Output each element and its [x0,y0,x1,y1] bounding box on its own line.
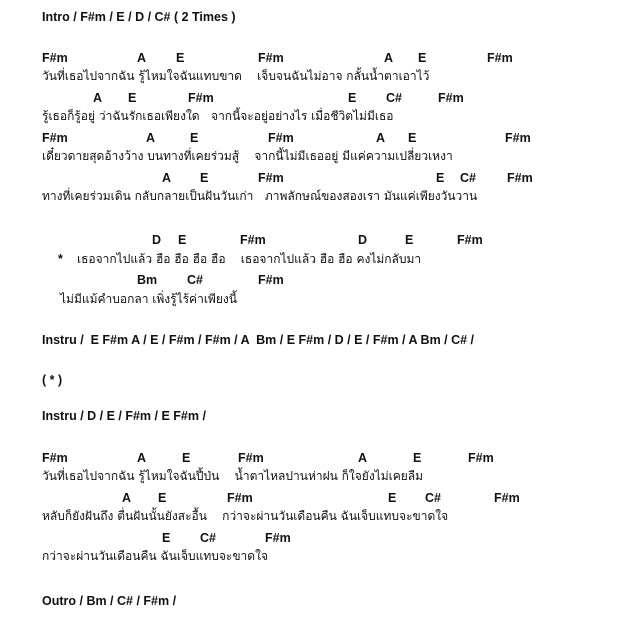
chord: C# [425,491,441,505]
chord: F#m [258,273,284,287]
chord: E [128,91,137,105]
chord: A [93,91,103,105]
chord: E [388,491,397,505]
chord: F#m [468,451,494,465]
chord: C# [200,531,216,545]
chord: E [418,51,427,65]
chord: F#m [238,451,264,465]
chord: F#m [268,131,294,145]
chord: E [413,451,422,465]
verse1-lyric-1: วันที่เธอไปจากฉัน รู้ไหมใจฉันแทบขาด เจ็บจนฉันไม่อาจ กลั้นน้ำตาเอาไว้ [42,69,430,83]
chord: E [178,233,187,247]
verse2-lyric-3: กว่าจะผ่านวันเดือนคืน ฉันเจ็บแทบจะขาดใจ [42,549,268,563]
chord: F#m [240,233,266,247]
instru-line-1: Instru / E F#m A / E / F#m / F#m / A Bm / E F#m / D / E / F#m / A Bm / C# / [42,333,475,347]
chord: F#m [487,51,513,65]
chord: F#m [265,531,291,545]
chord: E [158,491,167,505]
outro-line: Outro / Bm / C# / F#m / [42,594,177,608]
chord: F#m [42,451,68,465]
verse1-lyric-4: ทางที่เคยร่วมเดิน กลับกลายเป็นฝันวันเก่า ภาพลักษณ์ของสองเรา มันแค่เพียงวันวาน [42,189,478,203]
verse2-lyric-1: วันที่เธอไปจากฉัน รู้ไหมใจฉันปี้ป่น น้ำตาไหลปานห่าฝน ก็ใจยังไม่เคยลืม [42,469,424,483]
chord: E [176,51,185,65]
chord: F#m [258,171,284,185]
chord: A [376,131,386,145]
chord: F#m [438,91,464,105]
chord: E [408,131,417,145]
chord: C# [187,273,203,287]
chord: E [405,233,414,247]
chord: E [182,451,191,465]
chord: E [162,531,171,545]
intro-line: Intro / F#m / E / D / C# ( 2 Times ) [42,10,236,24]
chord: A [384,51,394,65]
chord: E [200,171,209,185]
chord: E [436,171,445,185]
chord: F#m [258,51,284,65]
chord: F#m [227,491,253,505]
chord: D [358,233,368,247]
chord: F#m [494,491,520,505]
chord: A [162,171,172,185]
repeat-chorus-mark: ( * ) [42,373,63,387]
chord: F#m [457,233,483,247]
chord: Bm [137,273,158,287]
chord: F#m [42,51,68,65]
chord: A [358,451,368,465]
chorus-marker: * [58,252,63,266]
chord: E [190,131,199,145]
chorus-lyric-1: เธอจากไปแล้ว ฮือ ฮือ ฮือ ฮือ เธอจากไปแล้ว ฮือ ฮือ คงไม่กลับมา [77,252,422,266]
instru-line-2: Instru / D / E / F#m / E F#m / [42,409,206,423]
chord: A [146,131,156,145]
chord: F#m [42,131,68,145]
chord: E [348,91,357,105]
chord: A [137,51,147,65]
chord: A [137,451,147,465]
chord: C# [386,91,402,105]
verse1-lyric-3: เดี๋ยวดายสุดอ้างว้าง บนทางที่เคยร่วมสู้ จากนี้ไม่มีเธออยู่ มีแค่ความเปลี่ยวเหงา [42,149,453,163]
chord: D [152,233,162,247]
verse2-lyric-2: หลับก็ยังฝันถึง ตื่นฝันนั้นยังสะอื้น กว่าจะผ่านวันเดือนคืน ฉันเจ็บแทบจะขาดใจ [42,509,449,523]
chord: C# [460,171,476,185]
chord: F#m [507,171,533,185]
verse1-lyric-2: รู้เธอก็รู้อยู่ ว่าฉันรักเธอเพียงใด จากนี้จะอยู่อย่างไร เมื่อชีวิตไม่มีเธอ [42,109,394,123]
chorus-lyric-2: ไม่มีแม้คำบอกลา เพิ่งรู้ไร้ค่าเพียงนี้ [60,292,237,306]
chord: A [122,491,132,505]
chord: F#m [505,131,531,145]
chord: F#m [188,91,214,105]
